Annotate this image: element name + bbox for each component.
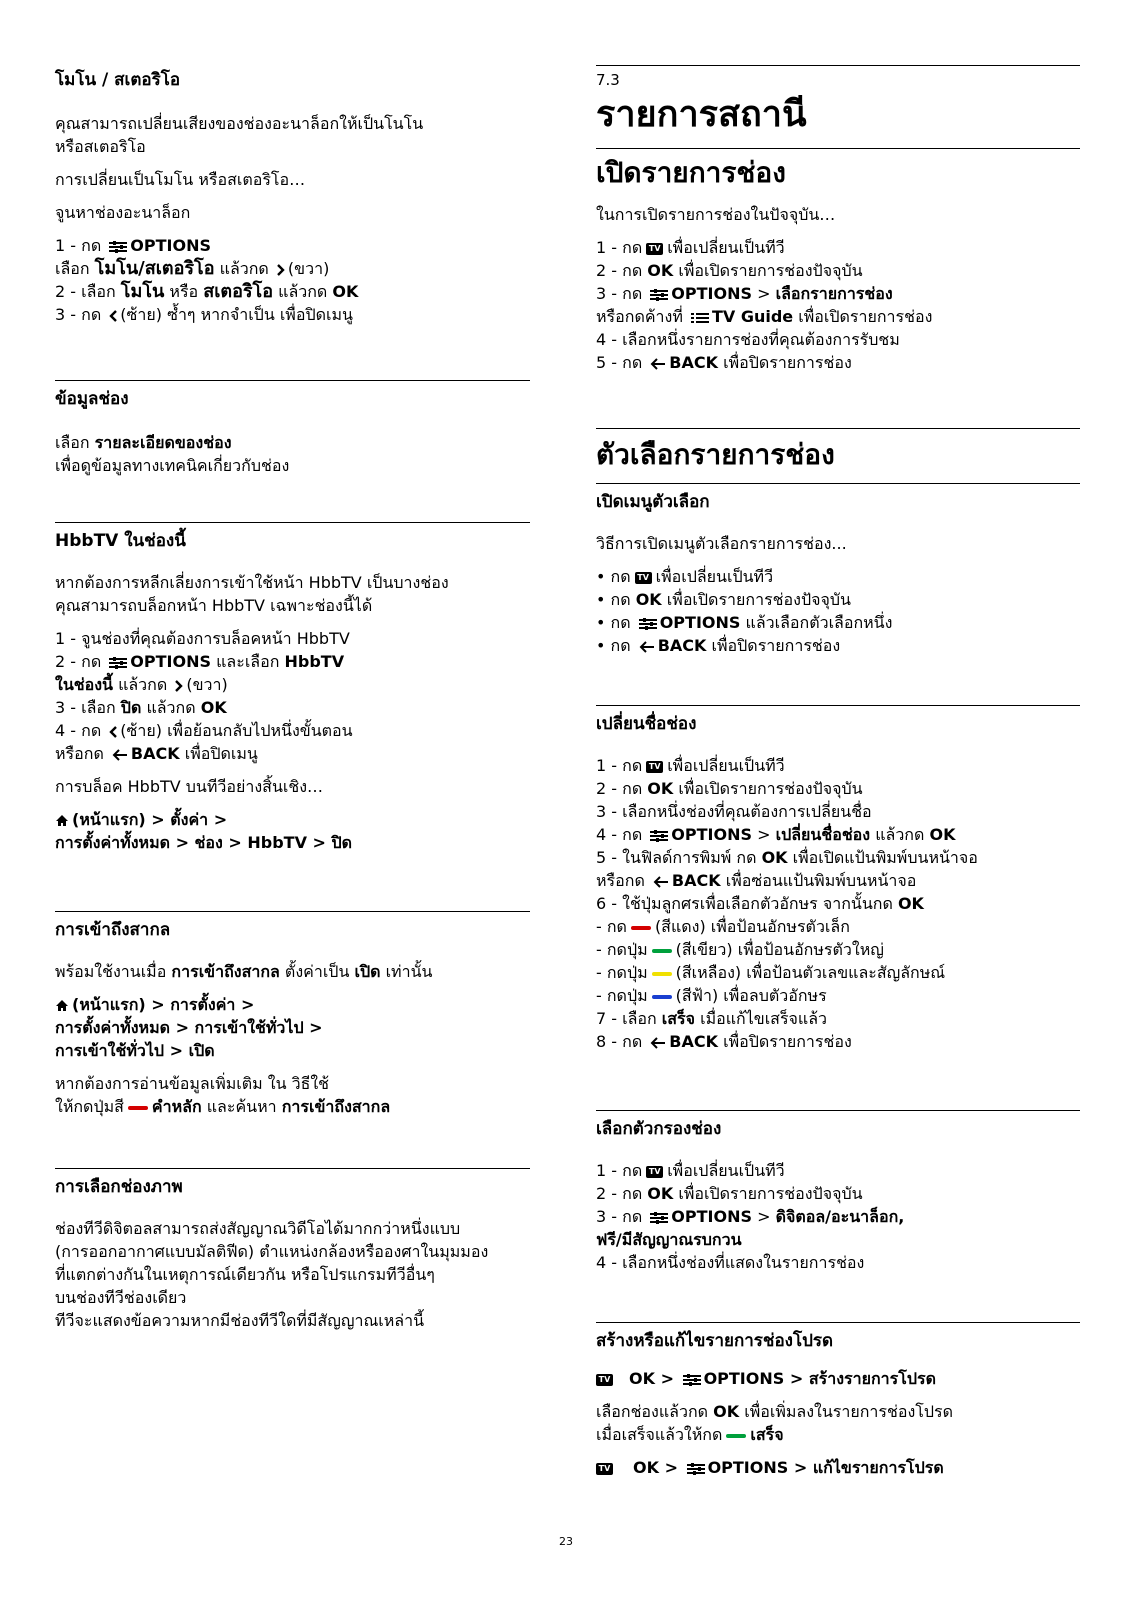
text: เลือก รายละเอียดของช่อง bbox=[55, 433, 232, 452]
text: หากต้องการอ่านข้อมูลเพิ่มเติม ใน วิธีใช้ bbox=[55, 1074, 330, 1093]
options-icon bbox=[639, 618, 657, 630]
bullet: • กด OPTIONS แล้วเลือกตัวเลือกหนึ่ง bbox=[596, 613, 893, 632]
section-rename-channel bbox=[596, 705, 1080, 1053]
menu-path: การเข้าใช้ทั่วไป > เปิด bbox=[55, 1041, 215, 1060]
step: - กดปุ่ม (สีฟ้า) เพื่อลบตัวอักษร bbox=[596, 986, 827, 1005]
text: เมื่อเสร็จแล้วให้กด เสร็จ bbox=[596, 1425, 784, 1444]
options-icon bbox=[687, 1463, 705, 1475]
step: 5 - กด BACK เพื่อปิดรายการช่อง bbox=[596, 353, 852, 372]
menu-path: (หน้าแรก) > ตั้งค่า > bbox=[55, 808, 530, 831]
tv-icon: TV bbox=[596, 1374, 613, 1386]
options-icon bbox=[683, 1374, 701, 1386]
menu-path: (หน้าแรก) > การตั้งค่า > bbox=[55, 993, 530, 1016]
section-channel-info bbox=[55, 380, 530, 477]
step: หรือกด BACK เพื่อปิดเมนู bbox=[55, 744, 258, 763]
options-icon bbox=[650, 289, 668, 301]
text: ช่องทีวีดิจิตอลสามารถส่งสัญญาณวิดีโอได้มากกว่าหนึ่งแบบ bbox=[55, 1219, 461, 1238]
back-arrow-icon bbox=[653, 876, 669, 888]
step: - กดปุ่ม (สีเขียว) เพื่อป้อนอักษรตัวใหญ่ bbox=[596, 940, 884, 959]
text: เพื่อดูข้อมูลทางเทคนิคเกี่ยวกับช่อง bbox=[55, 456, 290, 475]
step: 2 - กด OK เพื่อเปิดรายการช่องปัจจุบัน bbox=[596, 1184, 863, 1203]
options-icon bbox=[109, 657, 127, 669]
step: 3 - กด (ซ้าย) ซ้ำๆ หากจำเป็น เพื่อปิดเมนู bbox=[55, 305, 353, 324]
text: บนช่องทีวีช่องเดียว bbox=[55, 1288, 187, 1307]
section-title: เลือกตัวกรองช่อง bbox=[596, 1119, 722, 1139]
step: ฟรี/มีสัญญาณรบกวน bbox=[596, 1230, 742, 1249]
section-title: ข้อมูลช่อง bbox=[55, 389, 129, 409]
tv-icon: TV bbox=[646, 761, 663, 773]
text: ในการเปิดรายการช่องในปัจจุบัน… bbox=[596, 205, 836, 224]
section-heading: เปิดรายการช่อง bbox=[596, 156, 786, 189]
section-title: HbbTV ในช่องนี้ bbox=[55, 531, 186, 551]
text: การเปลี่ยนเป็นโมโน หรือสเตอริโอ… bbox=[55, 170, 306, 189]
step: หรือกดค้างที่ TV Guide เพื่อเปิดรายการช่อง bbox=[596, 307, 933, 326]
chevron-left-icon bbox=[109, 726, 117, 738]
bullet: • กด BACK เพื่อปิดรายการช่อง bbox=[596, 636, 841, 655]
text: ที่แตกต่างกันในเหตุการณ์เดียวกัน หรือโปรแกรมทีวีอื่นๆ bbox=[55, 1265, 435, 1284]
text: พร้อมใช้งานเมื่อ การเข้าถึงสากล ตั้งค่าเป็น เปิด เท่านั้น bbox=[55, 962, 433, 981]
chevron-right-icon bbox=[277, 264, 285, 276]
chapter-header bbox=[596, 65, 1080, 139]
tv-icon: TV bbox=[646, 1166, 663, 1178]
options-icon bbox=[650, 1212, 668, 1224]
section-open-options-menu bbox=[596, 483, 1080, 657]
step: 2 - กด OK เพื่อเปิดรายการช่องปัจจุบัน bbox=[596, 261, 863, 280]
blue-key-icon bbox=[652, 995, 672, 999]
section-favourite-list bbox=[596, 1322, 1080, 1479]
step: 1 - กด OPTIONS bbox=[55, 236, 212, 255]
green-key-icon bbox=[726, 1434, 746, 1438]
chapter-title: รายการสถานี bbox=[596, 94, 807, 135]
options-icon bbox=[109, 241, 127, 253]
section-heading: ตัวเลือกรายการช่อง bbox=[596, 438, 835, 471]
green-key-icon bbox=[652, 949, 672, 953]
page-number: 23 bbox=[559, 1535, 573, 1548]
back-arrow-icon bbox=[650, 358, 666, 370]
red-key-icon bbox=[631, 926, 651, 930]
step: 2 - กด OPTIONS และเลือก HbbTV bbox=[55, 652, 345, 671]
step: 6 - ใช้ปุ่มลูกศรเพื่อเลือกตัวอักษร จากนั้นกด OK bbox=[596, 894, 924, 913]
step: เลือก โมโน/สเตอริโอ แล้วกด (ขวา) bbox=[55, 258, 330, 279]
step: 2 - เลือก โมโน หรือ สเตอริโอ แล้วกด OK bbox=[55, 281, 359, 302]
section-channel-list-options bbox=[596, 428, 1080, 475]
step: 4 - เลือกหนึ่งรายการช่องที่คุณต้องการรับชม bbox=[596, 330, 900, 349]
menu-path: TV OK > OPTIONS > แก้ไขรายการโปรด bbox=[596, 1456, 1080, 1479]
menu-path: TV OK > OPTIONS > สร้างรายการโปรด bbox=[596, 1367, 1080, 1390]
text: จูนหาช่องอะนาล็อก bbox=[55, 203, 191, 222]
text: ให้กดปุ่มสี คำหลัก และค้นหา การเข้าถึงสากล bbox=[55, 1097, 391, 1116]
section-hbbtv bbox=[55, 522, 530, 854]
back-arrow-icon bbox=[639, 641, 655, 653]
section-universal-access bbox=[55, 911, 530, 1118]
text: หากต้องการหลีกเลี่ยงการเข้าใช้หน้า HbbTV เป็นบางช่อง bbox=[55, 573, 449, 592]
section-title: สร้างหรือแก้ไขรายการช่องโปรด bbox=[596, 1331, 834, 1351]
chevron-left-icon bbox=[109, 310, 117, 322]
section-channel-filter bbox=[596, 1110, 1080, 1274]
section-title: การเลือกช่องภาพ bbox=[55, 1177, 183, 1197]
back-arrow-icon bbox=[112, 749, 128, 761]
tv-guide-icon bbox=[691, 312, 709, 324]
text: คุณสามารถเปลี่ยนเสียงของช่องอะนาล็อกให้เป็นโนโน bbox=[55, 114, 424, 133]
section-title: โมโน / สเตอริโอ bbox=[55, 70, 181, 90]
step: - กด (สีแดง) เพื่อป้อนอักษรตัวเล็ก bbox=[596, 917, 850, 936]
text: วิธีการเปิดเมนูตัวเลือกรายการช่อง... bbox=[596, 534, 847, 553]
step: - กดปุ่ม (สีเหลือง) เพื่อป้อนตัวเลขและสัญลักษณ์ bbox=[596, 963, 946, 982]
menu-path: การตั้งค่าทั้งหมด > ช่อง > HbbTV > ปิด bbox=[55, 833, 353, 852]
home-icon bbox=[55, 814, 69, 827]
text: (การออกอากาศแบบมัลติฟีด) ตำแหน่งกล้องหรือองศาในมุมมอง bbox=[55, 1242, 489, 1261]
step: 1 - กด TV เพื่อเปลี่ยนเป็นทีวี bbox=[596, 756, 785, 775]
section-title: เปิดเมนูตัวเลือก bbox=[596, 492, 710, 512]
step: 4 - กด (ซ้าย) เพื่อย้อนกลับไปหนึ่งขั้นตอน bbox=[55, 721, 353, 740]
red-key-icon bbox=[128, 1106, 148, 1110]
chapter-number: 7.3 bbox=[596, 71, 620, 89]
text: หรือสเตอริโอ bbox=[55, 137, 146, 156]
bullet: • กด OK เพื่อเปิดรายการช่องปัจจุบัน bbox=[596, 590, 851, 609]
step: 1 - กด TV เพื่อเปลี่ยนเป็นทีวี bbox=[596, 238, 785, 257]
step: ในช่องนี้ แล้วกด (ขวา) bbox=[55, 675, 228, 694]
section-mono-stereo bbox=[55, 68, 530, 326]
step: 8 - กด BACK เพื่อปิดรายการช่อง bbox=[596, 1032, 852, 1051]
step: 4 - เลือกหนึ่งช่องที่แสดงในรายการช่อง bbox=[596, 1253, 865, 1272]
step: 1 - จูนช่องที่คุณต้องการบล็อคหน้า HbbTV bbox=[55, 629, 350, 648]
tv-icon: TV bbox=[646, 243, 663, 255]
text: การบล็อค HbbTV บนทีวีอย่างสิ้นเชิง… bbox=[55, 777, 324, 796]
section-open-channel-list bbox=[596, 148, 1080, 374]
step: 3 - กด OPTIONS > ดิจิตอล/อะนาล็อก, bbox=[596, 1207, 905, 1226]
step: หรือกด BACK เพื่อซ่อนแป้นพิมพ์บนหน้าจอ bbox=[596, 871, 917, 890]
text: คุณสามารถบล็อกหน้า HbbTV เฉพาะช่องนี้ได้ bbox=[55, 596, 373, 615]
chevron-right-icon bbox=[175, 680, 183, 692]
tv-icon: TV bbox=[596, 1463, 613, 1475]
step: 3 - เลือก ปิด แล้วกด OK bbox=[55, 698, 227, 717]
menu-path: การตั้งค่าทั้งหมด > การเข้าใช้ทั่วไป > bbox=[55, 1018, 323, 1037]
step: 4 - กด OPTIONS > เปลี่ยนชื่อช่อง แล้วกด OK bbox=[596, 825, 956, 844]
step: 3 - เลือกหนึ่งช่องที่คุณต้องการเปลี่ยนชื่อ bbox=[596, 802, 872, 821]
back-arrow-icon bbox=[650, 1037, 666, 1049]
home-icon bbox=[55, 999, 69, 1012]
step: 5 - ในฟิลด์การพิมพ์ กด OK เพื่อเปิดแป้นพิมพ์บนหน้าจอ bbox=[596, 848, 978, 867]
section-video-selection bbox=[55, 1168, 530, 1332]
step: 2 - กด OK เพื่อเปิดรายการช่องปัจจุบัน bbox=[596, 779, 863, 798]
section-title: การเข้าถึงสากล bbox=[55, 920, 171, 940]
yellow-key-icon bbox=[652, 972, 672, 976]
options-icon bbox=[650, 830, 668, 842]
bullet: • กด TV เพื่อเปลี่ยนเป็นทีวี bbox=[596, 567, 774, 586]
text: เลือกช่องแล้วกด OK เพื่อเพิ่มลงในรายการช่องโปรด bbox=[596, 1402, 954, 1421]
step: 1 - กด TV เพื่อเปลี่ยนเป็นทีวี bbox=[596, 1161, 785, 1180]
step: 3 - กด OPTIONS > เลือกรายการช่อง bbox=[596, 284, 893, 303]
text: ทีวีจะแสดงข้อความหากมีช่องทีวีใดที่มีสัญญาณเหล่านี้ bbox=[55, 1311, 425, 1330]
section-title: เปลี่ยนชื่อช่อง bbox=[596, 714, 697, 734]
tv-icon: TV bbox=[635, 572, 652, 584]
step: 7 - เลือก เสร็จ เมื่อแก้ไขเสร็จแล้ว bbox=[596, 1009, 828, 1028]
